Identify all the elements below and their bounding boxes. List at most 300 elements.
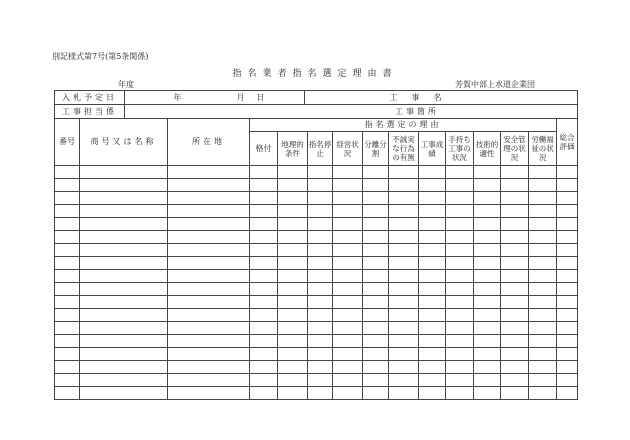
table-cell[interactable] <box>250 322 278 335</box>
table-cell[interactable] <box>333 387 363 400</box>
table-cell[interactable] <box>250 218 278 231</box>
table-cell[interactable] <box>557 192 578 205</box>
table-cell[interactable] <box>80 283 168 296</box>
col-record: 工事成績 <box>419 132 446 166</box>
table-cell[interactable] <box>446 348 474 361</box>
table-cell[interactable] <box>168 335 250 348</box>
table-cell[interactable] <box>168 322 250 335</box>
table-cell[interactable] <box>363 192 389 205</box>
table-cell[interactable] <box>250 231 278 244</box>
table-cell[interactable] <box>389 335 419 348</box>
table-cell[interactable] <box>80 309 168 322</box>
table-cell[interactable] <box>501 322 529 335</box>
table-cell[interactable] <box>333 179 363 192</box>
table-cell[interactable] <box>168 192 250 205</box>
table-cell[interactable] <box>55 244 80 257</box>
table-cell[interactable] <box>250 166 278 179</box>
table-cell[interactable] <box>363 166 389 179</box>
table-cell[interactable] <box>278 335 308 348</box>
table-cell[interactable] <box>278 166 308 179</box>
table-cell[interactable] <box>333 374 363 387</box>
table-cell[interactable] <box>557 205 578 218</box>
table-cell[interactable] <box>419 179 446 192</box>
table-cell[interactable] <box>474 283 501 296</box>
table-cell[interactable] <box>363 205 389 218</box>
table-cell[interactable] <box>501 348 529 361</box>
table-cell[interactable] <box>501 296 529 309</box>
table-cell[interactable] <box>419 374 446 387</box>
table-cell[interactable] <box>501 244 529 257</box>
table-cell[interactable] <box>474 296 501 309</box>
table-cell[interactable] <box>168 231 250 244</box>
table-cell[interactable] <box>474 218 501 231</box>
table-cell[interactable] <box>250 348 278 361</box>
table-cell[interactable] <box>333 322 363 335</box>
table-cell[interactable] <box>446 270 474 283</box>
blank-cell <box>305 91 385 105</box>
table-cell[interactable] <box>363 335 389 348</box>
table-cell[interactable] <box>333 192 363 205</box>
table-cell[interactable] <box>557 283 578 296</box>
table-cell[interactable] <box>333 270 363 283</box>
table-cell[interactable] <box>501 257 529 270</box>
table-cell[interactable] <box>529 374 557 387</box>
table-cell[interactable] <box>80 270 168 283</box>
table-cell[interactable] <box>363 218 389 231</box>
table-cell[interactable] <box>529 309 557 322</box>
table-cell[interactable] <box>80 322 168 335</box>
table-cell[interactable] <box>80 192 168 205</box>
table-cell[interactable] <box>55 231 80 244</box>
table-cell[interactable] <box>55 205 80 218</box>
table-row <box>55 179 578 192</box>
table-cell[interactable] <box>557 296 578 309</box>
table-cell[interactable] <box>55 257 80 270</box>
table-cell[interactable] <box>557 335 578 348</box>
table-cell[interactable] <box>389 231 419 244</box>
table-cell[interactable] <box>389 296 419 309</box>
table-cell[interactable] <box>419 192 446 205</box>
table-cell[interactable] <box>80 348 168 361</box>
table-cell[interactable] <box>278 218 308 231</box>
table-cell[interactable] <box>363 322 389 335</box>
table-cell[interactable] <box>55 387 80 400</box>
table-cell[interactable] <box>446 322 474 335</box>
table-cell[interactable] <box>501 335 529 348</box>
table-cell[interactable] <box>557 179 578 192</box>
table-cell[interactable] <box>474 205 501 218</box>
table-cell[interactable] <box>557 231 578 244</box>
project-name-label: 工 事 名 <box>385 91 450 105</box>
table-cell[interactable] <box>278 322 308 335</box>
table-row <box>55 361 578 374</box>
table-cell[interactable] <box>363 283 389 296</box>
table-cell[interactable] <box>55 270 80 283</box>
table-cell[interactable] <box>363 348 389 361</box>
table-cell[interactable] <box>419 231 446 244</box>
table-cell[interactable] <box>278 244 308 257</box>
table-cell[interactable] <box>278 296 308 309</box>
table-cell[interactable] <box>363 296 389 309</box>
table-cell[interactable] <box>168 218 250 231</box>
table-cell[interactable] <box>278 387 308 400</box>
table-cell[interactable] <box>529 387 557 400</box>
table-cell[interactable] <box>389 192 419 205</box>
table-cell[interactable] <box>474 387 501 400</box>
table-cell[interactable] <box>363 387 389 400</box>
table-cell[interactable] <box>55 192 80 205</box>
table-cell[interactable] <box>168 283 250 296</box>
table-cell[interactable] <box>308 205 333 218</box>
table-cell[interactable] <box>529 296 557 309</box>
table-cell[interactable] <box>419 361 446 374</box>
contractor-list-table <box>54 118 578 400</box>
table-cell[interactable] <box>501 192 529 205</box>
table-cell[interactable] <box>333 335 363 348</box>
table-cell[interactable] <box>419 309 446 322</box>
table-cell[interactable] <box>501 166 529 179</box>
project-name-field[interactable] <box>450 91 578 105</box>
table-cell[interactable] <box>419 283 446 296</box>
project-info-table <box>54 90 578 119</box>
table-cell[interactable] <box>557 361 578 374</box>
table-cell[interactable] <box>168 179 250 192</box>
table-cell[interactable] <box>80 218 168 231</box>
table-cell[interactable] <box>278 309 308 322</box>
table-cell[interactable] <box>168 361 250 374</box>
table-cell[interactable] <box>55 283 80 296</box>
table-cell[interactable] <box>55 322 80 335</box>
col-rating: 格付 <box>250 132 278 166</box>
table-cell[interactable] <box>363 231 389 244</box>
col-labor: 労働福祉の状況 <box>529 132 557 166</box>
col-suspension: 指名停止 <box>308 132 333 166</box>
table-cell[interactable] <box>389 205 419 218</box>
table-row <box>55 374 578 387</box>
table-cell[interactable] <box>501 179 529 192</box>
table-cell[interactable] <box>80 257 168 270</box>
table-cell[interactable] <box>557 218 578 231</box>
table-cell[interactable] <box>80 387 168 400</box>
table-cell[interactable] <box>250 296 278 309</box>
table-cell[interactable] <box>474 270 501 283</box>
table-cell[interactable] <box>446 179 474 192</box>
table-cell[interactable] <box>333 205 363 218</box>
table-cell[interactable] <box>446 361 474 374</box>
table-cell[interactable] <box>389 218 419 231</box>
table-cell[interactable] <box>250 309 278 322</box>
table-cell[interactable] <box>168 374 250 387</box>
table-cell[interactable] <box>501 270 529 283</box>
table-cell[interactable] <box>419 335 446 348</box>
table-cell[interactable] <box>55 218 80 231</box>
table-cell[interactable] <box>389 244 419 257</box>
table-cell[interactable] <box>308 335 333 348</box>
table-cell[interactable] <box>333 244 363 257</box>
table-cell[interactable] <box>501 231 529 244</box>
table-cell[interactable] <box>80 179 168 192</box>
table-cell[interactable] <box>55 374 80 387</box>
table-cell[interactable] <box>308 361 333 374</box>
table-cell[interactable] <box>333 257 363 270</box>
table-cell[interactable] <box>557 270 578 283</box>
table-row <box>55 309 578 322</box>
table-cell[interactable] <box>474 309 501 322</box>
table-cell[interactable] <box>250 387 278 400</box>
table-cell[interactable] <box>389 361 419 374</box>
table-cell[interactable] <box>168 387 250 400</box>
table-cell[interactable] <box>250 244 278 257</box>
table-cell[interactable] <box>55 348 80 361</box>
table-cell[interactable] <box>168 348 250 361</box>
table-cell[interactable] <box>80 335 168 348</box>
table-cell[interactable] <box>446 231 474 244</box>
table-cell[interactable] <box>308 387 333 400</box>
table-cell[interactable] <box>308 218 333 231</box>
col-workload: 手持ち工事の状況 <box>446 132 474 166</box>
table-cell[interactable] <box>557 348 578 361</box>
table-cell[interactable] <box>363 257 389 270</box>
table-cell[interactable] <box>333 361 363 374</box>
table-cell[interactable] <box>446 257 474 270</box>
table-cell[interactable] <box>389 374 419 387</box>
table-cell[interactable] <box>363 374 389 387</box>
table-cell[interactable] <box>501 309 529 322</box>
table-cell[interactable] <box>529 361 557 374</box>
table-cell[interactable] <box>168 296 250 309</box>
table-cell[interactable] <box>80 231 168 244</box>
table-cell[interactable] <box>333 166 363 179</box>
table-cell[interactable] <box>419 270 446 283</box>
table-cell[interactable] <box>250 374 278 387</box>
table-cell[interactable] <box>308 348 333 361</box>
table-cell[interactable] <box>529 192 557 205</box>
table-cell[interactable] <box>278 231 308 244</box>
table-cell[interactable] <box>557 309 578 322</box>
form-number: 別記様式第7号(第5条関係) <box>52 52 149 61</box>
table-cell[interactable] <box>419 218 446 231</box>
table-cell[interactable] <box>250 205 278 218</box>
table-cell[interactable] <box>419 322 446 335</box>
table-cell[interactable] <box>308 322 333 335</box>
table-cell[interactable] <box>308 192 333 205</box>
person-in-charge-label: 工事担当係 <box>55 105 125 119</box>
col-misconduct: 不誠実な行為の有無 <box>389 132 419 166</box>
table-cell[interactable] <box>389 257 419 270</box>
organization-name: 芳賀中部上水道企業団 <box>455 80 535 89</box>
table-cell[interactable] <box>250 270 278 283</box>
table-cell[interactable] <box>446 309 474 322</box>
table-row <box>55 270 578 283</box>
table-cell[interactable] <box>501 283 529 296</box>
table-cell[interactable] <box>529 205 557 218</box>
table-cell[interactable] <box>419 257 446 270</box>
table-cell[interactable] <box>168 270 250 283</box>
table-cell[interactable] <box>389 348 419 361</box>
table-cell[interactable] <box>557 322 578 335</box>
table-cell[interactable] <box>308 296 333 309</box>
table-cell[interactable] <box>529 257 557 270</box>
table-cell[interactable] <box>389 309 419 322</box>
table-cell[interactable] <box>474 192 501 205</box>
table-cell[interactable] <box>55 309 80 322</box>
table-cell[interactable] <box>419 348 446 361</box>
table-cell[interactable] <box>308 231 333 244</box>
table-cell[interactable] <box>389 322 419 335</box>
table-cell[interactable] <box>446 296 474 309</box>
table-cell[interactable] <box>308 374 333 387</box>
table-cell[interactable] <box>389 283 419 296</box>
table-cell[interactable] <box>389 270 419 283</box>
table-cell[interactable] <box>250 361 278 374</box>
person-in-charge-field[interactable] <box>125 105 385 119</box>
table-cell[interactable] <box>80 374 168 387</box>
table-cell[interactable] <box>419 166 446 179</box>
table-cell[interactable] <box>474 231 501 244</box>
table-cell[interactable] <box>501 218 529 231</box>
table-cell[interactable] <box>168 257 250 270</box>
table-row <box>55 192 578 205</box>
table-cell[interactable] <box>80 361 168 374</box>
table-cell[interactable] <box>250 335 278 348</box>
table-cell[interactable] <box>501 361 529 374</box>
col-group-selection-reason: 指名選定の理由 <box>250 119 557 132</box>
table-cell[interactable] <box>474 374 501 387</box>
table-cell[interactable] <box>333 348 363 361</box>
table-cell[interactable] <box>446 218 474 231</box>
table-cell[interactable] <box>557 244 578 257</box>
table-cell[interactable] <box>557 257 578 270</box>
table-cell[interactable] <box>446 374 474 387</box>
table-cell[interactable] <box>55 335 80 348</box>
table-cell[interactable] <box>278 361 308 374</box>
table-cell[interactable] <box>250 283 278 296</box>
table-cell[interactable] <box>55 166 80 179</box>
table-cell[interactable] <box>557 387 578 400</box>
table-cell[interactable] <box>529 166 557 179</box>
table-cell[interactable] <box>446 335 474 348</box>
table-cell[interactable] <box>474 179 501 192</box>
table-cell[interactable] <box>168 309 250 322</box>
table-cell[interactable] <box>333 231 363 244</box>
table-cell[interactable] <box>363 309 389 322</box>
table-cell[interactable] <box>333 283 363 296</box>
table-cell[interactable] <box>333 309 363 322</box>
table-cell[interactable] <box>529 270 557 283</box>
table-cell[interactable] <box>529 348 557 361</box>
table-cell[interactable] <box>363 244 389 257</box>
table-cell[interactable] <box>80 296 168 309</box>
table-cell[interactable] <box>501 205 529 218</box>
table-cell[interactable] <box>529 283 557 296</box>
location-label: 工事箇所 <box>385 105 450 119</box>
table-cell[interactable] <box>308 179 333 192</box>
table-cell[interactable] <box>333 296 363 309</box>
table-cell[interactable] <box>308 309 333 322</box>
table-cell[interactable] <box>529 218 557 231</box>
table-cell[interactable] <box>419 387 446 400</box>
table-cell[interactable] <box>446 387 474 400</box>
table-cell[interactable] <box>55 296 80 309</box>
table-cell[interactable] <box>474 166 501 179</box>
table-cell[interactable] <box>250 257 278 270</box>
table-cell[interactable] <box>333 218 363 231</box>
table-cell[interactable] <box>446 244 474 257</box>
table-cell[interactable] <box>529 244 557 257</box>
table-cell[interactable] <box>474 257 501 270</box>
table-cell[interactable] <box>419 244 446 257</box>
table-row <box>55 283 578 296</box>
table-cell[interactable] <box>308 257 333 270</box>
table-cell[interactable] <box>419 296 446 309</box>
col-address: 所在地 <box>168 119 250 166</box>
table-cell[interactable] <box>501 374 529 387</box>
table-cell[interactable] <box>278 283 308 296</box>
table-cell[interactable] <box>363 361 389 374</box>
table-cell[interactable] <box>446 166 474 179</box>
table-cell[interactable] <box>278 270 308 283</box>
table-cell[interactable] <box>363 179 389 192</box>
table-cell[interactable] <box>250 179 278 192</box>
table-cell[interactable] <box>529 335 557 348</box>
table-cell[interactable] <box>278 348 308 361</box>
table-cell[interactable] <box>446 283 474 296</box>
table-cell[interactable] <box>278 374 308 387</box>
table-cell[interactable] <box>278 192 308 205</box>
table-cell[interactable] <box>389 387 419 400</box>
table-row <box>55 218 578 231</box>
table-cell[interactable] <box>308 270 333 283</box>
table-cell[interactable] <box>474 335 501 348</box>
table-cell[interactable] <box>80 205 168 218</box>
table-cell[interactable] <box>80 166 168 179</box>
table-cell[interactable] <box>308 244 333 257</box>
table-cell[interactable] <box>278 257 308 270</box>
table-cell[interactable] <box>446 192 474 205</box>
table-cell[interactable] <box>557 166 578 179</box>
table-row <box>55 387 578 400</box>
table-cell[interactable] <box>529 231 557 244</box>
table-cell[interactable] <box>55 179 80 192</box>
table-cell[interactable] <box>168 244 250 257</box>
table-cell[interactable] <box>474 361 501 374</box>
table-cell[interactable] <box>389 166 419 179</box>
table-cell[interactable] <box>55 361 80 374</box>
table-cell[interactable] <box>308 283 333 296</box>
table-cell[interactable] <box>446 205 474 218</box>
table-cell[interactable] <box>250 192 278 205</box>
table-cell[interactable] <box>474 244 501 257</box>
table-cell[interactable] <box>308 166 333 179</box>
table-cell[interactable] <box>278 179 308 192</box>
table-cell[interactable] <box>501 387 529 400</box>
table-cell[interactable] <box>168 205 250 218</box>
month-unit: 月 <box>188 91 251 105</box>
table-cell[interactable] <box>389 179 419 192</box>
table-cell[interactable] <box>529 179 557 192</box>
table-cell[interactable] <box>529 322 557 335</box>
table-cell[interactable] <box>363 270 389 283</box>
location-field[interactable] <box>450 105 578 119</box>
table-cell[interactable] <box>80 244 168 257</box>
table-cell[interactable] <box>474 322 501 335</box>
table-cell[interactable] <box>557 374 578 387</box>
table-cell[interactable] <box>474 348 501 361</box>
table-cell[interactable] <box>278 205 308 218</box>
col-technical: 技術的適性 <box>474 132 501 166</box>
table-cell[interactable] <box>168 166 250 179</box>
table-cell[interactable] <box>419 205 446 218</box>
